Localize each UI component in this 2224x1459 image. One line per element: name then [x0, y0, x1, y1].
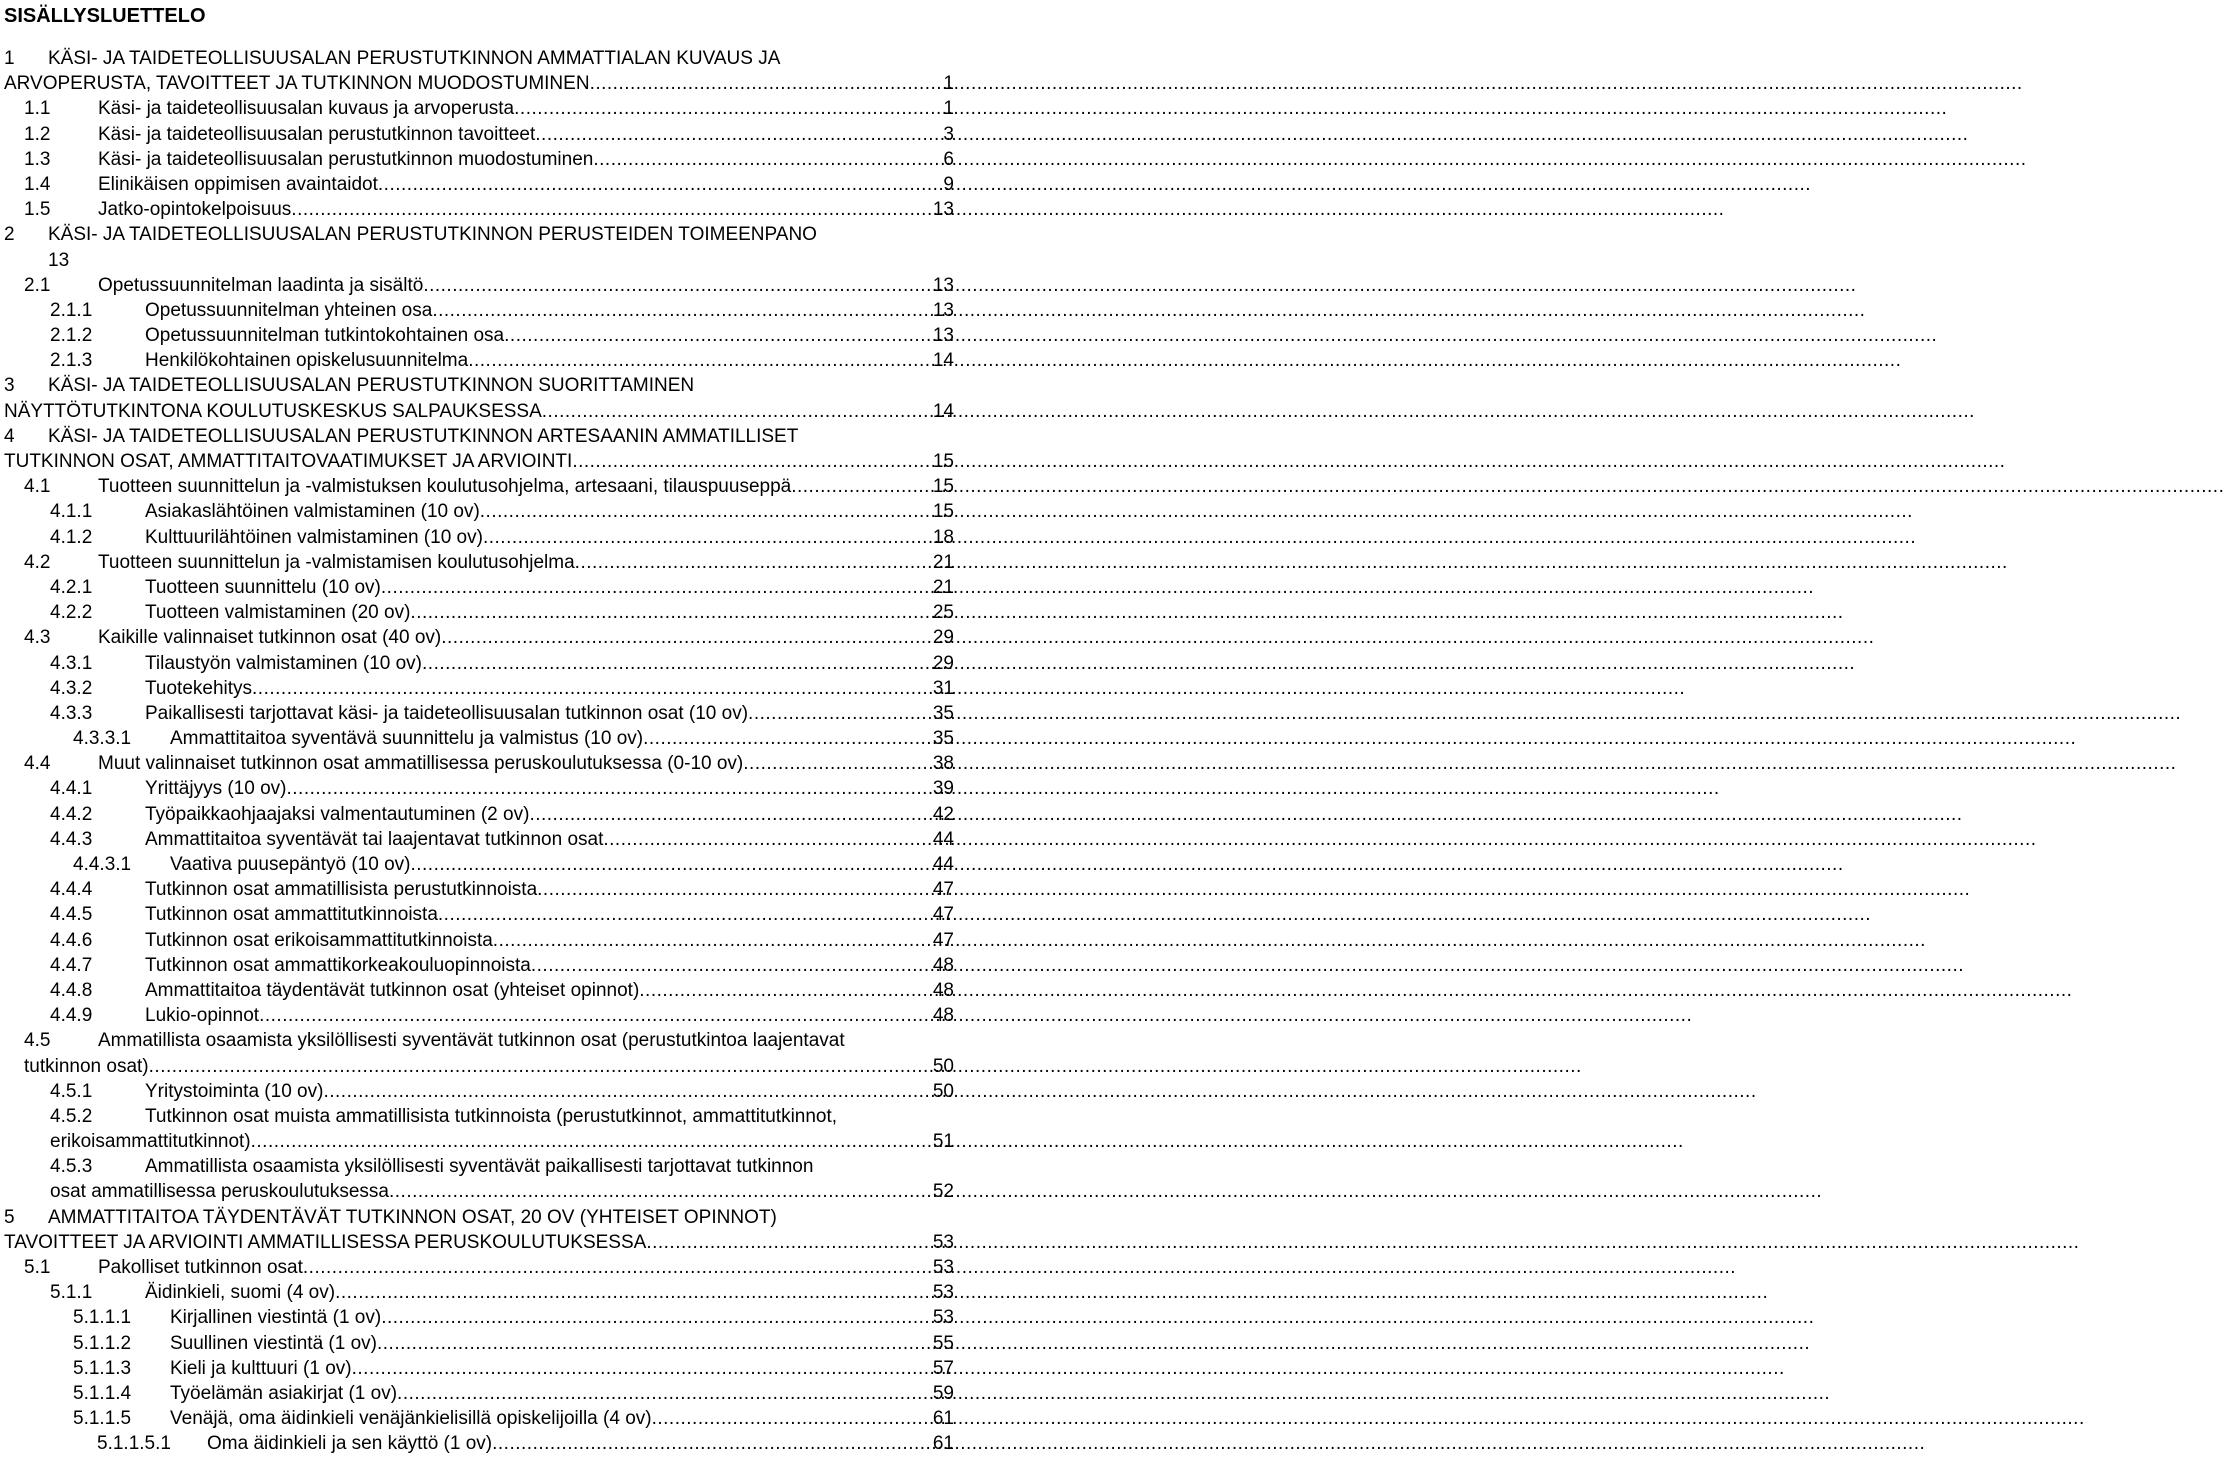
- toc-entry-number: 5.1.1.5: [73, 1408, 132, 1430]
- toc-page-number: 44: [932, 854, 954, 875]
- toc-page-number: 44: [932, 828, 954, 850]
- toc-entry-number: 4.5.3: [50, 1156, 93, 1178]
- toc-leader-dots: [791, 474, 930, 499]
- toc-page-number: 31: [932, 677, 954, 699]
- toc-entry-title: KÄSI- JA TAIDETEOLLISUUSALAN PERUSTUTKINNON ARTESAANIN AMMATILLISET: [48, 425, 799, 447]
- toc-entry-number: 5.1.1.1: [73, 1307, 132, 1329]
- toc-page-number: 1: [943, 98, 954, 120]
- toc-page-number: 13: [932, 199, 954, 221]
- toc-entry-number: 5: [4, 1206, 15, 1228]
- toc-entry[interactable]: [0, 1356, 960, 1381]
- toc-entry-title: Lukio-opinnot: [145, 1005, 260, 1027]
- toc-entry-title-continued: TUTKINNON OSAT, AMMATTITAITOVAATIMUKSET JA ARVIOINTI: [4, 451, 573, 472]
- toc-entry-number: 4.4.6: [50, 929, 93, 951]
- toc-entry-title: Tutkinnon osat ammattikorkeakouluopinnoista: [145, 954, 531, 976]
- toc-page-number: 42: [932, 803, 954, 825]
- page-title: SISÄLLYSLUETTELO: [4, 5, 206, 27]
- toc-entry-number: 1.5: [24, 199, 51, 221]
- toc-leader-dots: [259, 1003, 930, 1028]
- toc-entry-title: Yritystoiminta (10 ov): [145, 1080, 324, 1102]
- toc-entry-title: Ammattitaitoa syventävät tai laajentavat tutkinnon osat: [145, 828, 604, 850]
- toc-entry-number: 5.1: [24, 1257, 51, 1278]
- toc-entry-title: Opetussuunnitelman tutkintokohtainen osa: [145, 325, 505, 347]
- toc-leader-dots: [291, 197, 930, 222]
- toc-entry-title-continued: osat ammatillisessa peruskoulutuksessa: [50, 1181, 389, 1203]
- toc-entry-number: 4.2.2: [50, 602, 93, 624]
- toc-entry-title: Äidinkieli, suomi (4 ov): [145, 1282, 336, 1304]
- toc-leader-dots: [593, 147, 940, 172]
- toc-entry-number: 1.1: [24, 98, 51, 120]
- toc-entry-title: Ammattitaitoa syventävä suunnittelu ja valmistus (10 ov): [170, 728, 644, 750]
- toc-entry-number: 4.3: [24, 627, 51, 649]
- toc-page-number: 48: [932, 954, 954, 976]
- toc-entry-number: 4.2: [24, 551, 51, 573]
- toc-page-number: 6: [943, 148, 954, 170]
- toc-page-number: 51: [932, 1131, 954, 1153]
- toc-page-number: 53: [932, 1257, 954, 1278]
- toc-entry-title: Tuotteen suunnittelu (10 ov): [145, 576, 381, 598]
- toc-entry-title: Käsi- ja taideteollisuusalan perustutkinnon muodostuminen: [98, 148, 594, 170]
- toc-page-number: 48: [932, 1005, 954, 1027]
- toc-entry[interactable]: [0, 1331, 960, 1356]
- toc-entry[interactable]: [0, 348, 960, 373]
- toc-page-number: 61: [932, 1433, 954, 1455]
- toc-page-number: 47: [932, 929, 954, 951]
- toc-entry[interactable]: [0, 575, 960, 600]
- toc-entry-number: 2.1.3: [50, 350, 93, 372]
- toc-entry[interactable]: [0, 323, 960, 348]
- toc-entry-title-continued: ARVOPERUSTA, TAVOITTEET JA TUTKINNON MUODOSTUMINEN: [4, 73, 590, 95]
- toc-entry-title: Opetussuunnitelman yhteinen osa: [145, 299, 433, 321]
- toc-leader-dots: [535, 122, 940, 147]
- toc-entry[interactable]: [0, 550, 960, 575]
- toc-entry[interactable]: [0, 1305, 960, 1330]
- toc-leader-dots: [432, 298, 930, 323]
- toc-page-number: 15: [932, 451, 954, 472]
- toc-entry[interactable]: [0, 600, 960, 625]
- toc-leader-dots: [323, 1079, 929, 1104]
- toc-entry-number: 4.5.2: [50, 1105, 93, 1127]
- toc-entry-number: 4.1.1: [50, 501, 93, 523]
- toc-entry[interactable]: [0, 978, 960, 1003]
- toc-page-number: 13: [932, 325, 954, 347]
- toc-leader-dots: [441, 625, 930, 650]
- toc-entry-title: Paikallisesti tarjottavat käsi- ja taideteollisuusalan tutkinnon osat (10 ov): [145, 702, 749, 724]
- toc-entry-title: Opetussuunnitelman laadinta ja sisältö: [98, 274, 424, 296]
- toc-entry[interactable]: [0, 776, 960, 801]
- toc-page-number: 14: [932, 350, 954, 372]
- toc-page-number: 55: [932, 1332, 954, 1354]
- toc-leader-dots: [381, 575, 930, 600]
- toc-entry-number: 2.1: [24, 274, 51, 296]
- toc-entry-title: Tutkinnon osat ammattitutkinnoista: [145, 904, 438, 926]
- toc-entry-title-continued: tutkinnon osat): [24, 1055, 149, 1077]
- toc-page-number: 1: [943, 73, 954, 95]
- toc-page-number: 50: [932, 1080, 954, 1102]
- toc-entry-number: 4.4: [24, 753, 51, 775]
- toc-entry-number: 4.5: [24, 1030, 51, 1052]
- toc-page-number: 35: [932, 728, 954, 750]
- toc-entry[interactable]: [0, 953, 960, 978]
- toc-entry[interactable]: [0, 751, 960, 776]
- toc-entry-number: 5.1.1.2: [73, 1332, 132, 1354]
- toc-leader-dots: [410, 852, 929, 877]
- toc-leader-dots: [378, 172, 941, 197]
- toc-entry-title: Tuotteen suunnittelun ja -valmistamisen koulutusohjelma: [98, 551, 575, 573]
- toc-page-number: 29: [932, 627, 954, 649]
- toc-entry[interactable]: [0, 222, 960, 272]
- toc-leader-dots: [748, 701, 930, 726]
- toc-entry-number: 4.4.2: [50, 803, 93, 825]
- toc-entry-number: 4: [4, 425, 15, 447]
- toc-entry-number: 4.5.1: [50, 1080, 93, 1102]
- toc-entry-title: Venäjä, oma äidinkieli venäjänkielisillä opiskelijoilla (4 ov): [170, 1408, 652, 1430]
- toc-entry-number: 4.4.3.1: [73, 854, 132, 875]
- toc-entry-title: Ammattitaitoa täydentävät tutkinnon osat (yhteiset opinnot): [145, 979, 640, 1001]
- toc-entry[interactable]: [0, 172, 960, 197]
- toc-page-number: 3: [943, 123, 954, 145]
- toc-entry-title: Ammatillista osaamista yksilöllisesti syventävät paikallisesti tarjottavat tutkinnon: [145, 1156, 814, 1178]
- toc-entry-title: Ammatillista osaamista yksilöllisesti syventävät tutkinnon osat (perustutkintoa laajentavat: [98, 1030, 845, 1052]
- toc-page-number: 61: [932, 1408, 954, 1430]
- toc-entry-title: Kaikille valinnaiset tutkinnon osat (40 ov): [98, 627, 442, 649]
- toc-entry-title: Käsi- ja taideteollisuusalan perustutkinnon tavoitteet: [98, 123, 536, 145]
- toc-leader-dots: [468, 348, 930, 373]
- toc-entry-title: Oma äidinkieli ja sen käyttö (1 ov): [207, 1433, 493, 1455]
- toc-page-number: 38: [932, 753, 954, 775]
- toc-entry-number: 4.4.5: [50, 904, 93, 926]
- toc-page-number: 9: [943, 173, 954, 195]
- toc-entry-number: 2: [4, 224, 15, 246]
- toc-entry-number: 4.4.7: [50, 954, 93, 976]
- toc-entry-number: 2.1.1: [50, 299, 93, 321]
- toc-leader-dots: [251, 1129, 930, 1154]
- toc-entry[interactable]: [0, 928, 960, 953]
- toc-entry-number: 5.1.1.5.1: [97, 1433, 171, 1455]
- toc-page-number: 47: [932, 904, 954, 926]
- toc-entry[interactable]: [0, 1028, 960, 1078]
- toc-leader-dots: [575, 550, 930, 575]
- toc-leader-dots: [572, 449, 930, 474]
- toc-entry[interactable]: [0, 726, 960, 751]
- toc-entry[interactable]: [0, 1431, 960, 1456]
- toc-entry-number: 4.3.3: [50, 702, 93, 724]
- toc-page-number: 59: [932, 1382, 954, 1404]
- toc-entry[interactable]: [0, 197, 960, 222]
- toc-page-number: 13: [48, 249, 70, 271]
- toc-entry[interactable]: [0, 802, 960, 827]
- toc-leader-dots: [529, 802, 929, 827]
- toc-entry[interactable]: [0, 1154, 960, 1204]
- toc-leader-dots: [480, 499, 930, 524]
- toc-page-number: 35: [932, 702, 954, 724]
- toc-leader-dots: [492, 1431, 930, 1456]
- toc-leader-dots: [335, 1280, 930, 1305]
- toc-entry-number: 4.1.2: [50, 526, 93, 548]
- toc-entry-number: 4.2.1: [50, 576, 93, 598]
- toc-entry[interactable]: [0, 676, 960, 701]
- toc-page-number: 48: [932, 979, 954, 1001]
- toc-entry[interactable]: [0, 1255, 960, 1280]
- toc-leader-dots: [377, 1331, 930, 1356]
- toc-leader-dots: [743, 751, 930, 776]
- toc-entry-number: 4.4.9: [50, 1005, 93, 1027]
- toc-entry-title: Kirjallinen viestintä (1 ov): [170, 1307, 382, 1329]
- toc-page-number: 47: [932, 879, 954, 901]
- toc-entry[interactable]: [0, 1406, 960, 1431]
- toc-entry[interactable]: [0, 298, 960, 323]
- toc-page-number: 18: [932, 526, 954, 548]
- toc-entry[interactable]: [0, 499, 960, 524]
- toc-entry[interactable]: [0, 701, 960, 726]
- toc-entry-title-continued: TAVOITTEET JA ARVIOINTI AMMATILLISESSA PERUSKOULUTUKSESSA: [4, 1231, 647, 1253]
- toc-entry-title: Tilaustyön valmistaminen (10 ov): [145, 652, 423, 674]
- toc-page-number: 21: [932, 576, 954, 598]
- toc-entry-title: KÄSI- JA TAIDETEOLLISUUSALAN PERUSTUTKINNON AMMATTIALAN KUVAUS JA: [48, 48, 781, 69]
- toc-entry-title: Asiakaslähtöinen valmistaminen (10 ov): [145, 501, 480, 523]
- toc-entry-title: AMMATTITAITOA TÄYDENTÄVÄT TUTKINNON OSAT, 20 OV (YHTEISET OPINNOT): [48, 1206, 777, 1228]
- toc-entry-number: 5.1.1: [50, 1282, 93, 1304]
- toc-page-number: 14: [932, 400, 954, 422]
- toc-leader-dots: [423, 273, 930, 298]
- toc-page-number: 21: [932, 551, 954, 573]
- toc-entry[interactable]: [0, 122, 960, 147]
- toc-leader-dots: [537, 877, 930, 902]
- toc-leader-dots: [646, 1230, 930, 1255]
- toc-entry-number: 4.3.1: [50, 652, 93, 674]
- toc-entry[interactable]: [0, 827, 960, 852]
- toc-leader-dots: [652, 1406, 930, 1431]
- toc-page-number: 13: [932, 299, 954, 321]
- toc-entry-title: Tutkinnon osat muista ammatillisista tutkinnoista (perustutkinnot, ammattitutkinnot,: [145, 1105, 838, 1127]
- toc-entry-number: 1.3: [24, 148, 51, 170]
- toc-entry[interactable]: [0, 46, 960, 96]
- toc-entry[interactable]: [0, 1003, 960, 1028]
- toc-entry[interactable]: [0, 877, 960, 902]
- toc-leader-dots: [410, 600, 929, 625]
- toc-entry-number: 4.4.1: [50, 778, 93, 800]
- toc-entry-number: 5.1.1.3: [73, 1357, 132, 1379]
- toc-leader-dots: [603, 827, 929, 852]
- toc-page-number: 15: [932, 501, 954, 523]
- toc-entry-title: Kulttuurilähtöinen valmistaminen (10 ov): [145, 526, 483, 548]
- toc-leader-dots: [514, 96, 940, 121]
- toc-entry[interactable]: [0, 1079, 960, 1104]
- toc-page-number: 39: [932, 778, 954, 800]
- toc-leader-dots: [643, 726, 930, 751]
- toc-leader-dots: [286, 776, 929, 801]
- toc-page-number: 52: [932, 1181, 954, 1203]
- toc-entry[interactable]: [0, 525, 960, 550]
- toc-page-number: 25: [932, 602, 954, 624]
- toc-entry-title: KÄSI- JA TAIDETEOLLISUUSALAN PERUSTUTKINNON SUORITTAMINEN: [48, 375, 695, 397]
- toc-entry-number: 4.3.2: [50, 677, 93, 699]
- toc-leader-dots: [504, 323, 930, 348]
- toc-entry-title: Tuotekehitys: [145, 677, 253, 699]
- toc-entry-number: 5.1.1.4: [73, 1382, 132, 1404]
- toc-leader-dots: [252, 676, 930, 701]
- toc-entry[interactable]: [0, 474, 960, 499]
- toc-entry-number: 3: [4, 375, 15, 397]
- toc-entry-number: 1: [4, 48, 15, 69]
- toc-page-number: 50: [932, 1055, 954, 1077]
- toc-page-number: 13: [932, 274, 954, 296]
- toc-leader-dots: [381, 1305, 930, 1330]
- toc-leader-dots: [542, 399, 930, 424]
- toc-leader-dots: [303, 1255, 930, 1280]
- toc-page-number: 53: [932, 1307, 954, 1329]
- toc-entry[interactable]: [0, 96, 960, 121]
- toc-entry-title: Muut valinnaiset tutkinnon osat ammatillisessa peruskoulutuksessa (0-10 ov): [98, 753, 744, 775]
- toc-leader-dots: [531, 953, 930, 978]
- toc-page-number: 57: [932, 1357, 954, 1379]
- toc-entry-title: Tuotteen valmistaminen (20 ov): [145, 602, 411, 624]
- toc-entry-title: Kieli ja kulttuuri (1 ov): [170, 1357, 352, 1379]
- toc-page-number: 29: [932, 652, 954, 674]
- toc-entry-number: 2.1.2: [50, 325, 93, 347]
- toc-leader-dots: [590, 71, 941, 96]
- toc-entry-number: 4.4.3: [50, 828, 93, 850]
- toc-entry-number: 4.1: [24, 476, 51, 498]
- toc-leader-dots: [639, 978, 930, 1003]
- toc-leader-dots: [422, 651, 930, 676]
- toc-leader-dots: [149, 1054, 930, 1079]
- toc-entry[interactable]: [0, 273, 960, 298]
- toc-page-number: 53: [932, 1282, 954, 1304]
- toc-entry-title: Jatko-opintokelpoisuus: [98, 199, 292, 221]
- toc-leader-dots: [493, 928, 930, 953]
- toc-leader-dots: [438, 902, 930, 927]
- toc-entry-title: Työpaikkaohjaajaksi valmentautuminen (2 ov): [145, 803, 530, 825]
- toc-entry-title: Henkilökohtainen opiskelusuunnitelma: [145, 350, 469, 372]
- toc-page-number: 15: [932, 476, 954, 498]
- toc-entry[interactable]: [0, 424, 960, 474]
- toc-entry-number: 4.4.8: [50, 979, 93, 1001]
- toc-entry-number: 4.4.4: [50, 879, 93, 901]
- toc-entry-number: 1.4: [24, 173, 51, 195]
- toc-leader-dots: [352, 1356, 930, 1381]
- toc-entry[interactable]: [0, 902, 960, 927]
- toc-entry[interactable]: [0, 1205, 960, 1255]
- toc-entry[interactable]: [0, 373, 960, 423]
- toc-leader-dots: [483, 525, 930, 550]
- toc-entry[interactable]: [0, 651, 960, 676]
- toc-entry-title: Tutkinnon osat ammatillisista perustutkinnoista: [145, 879, 538, 901]
- toc-entry[interactable]: [0, 1104, 960, 1154]
- toc-entry[interactable]: [0, 625, 960, 650]
- toc-leader-dots: [397, 1381, 930, 1406]
- toc-entry-title: Tuotteen suunnittelun ja -valmistuksen koulutusohjelma, artesaani, tilauspuuseppä: [98, 476, 792, 498]
- toc-entry-title: Elinikäisen oppimisen avaintaidot: [98, 173, 378, 195]
- toc-entry-title: Työelämän asiakirjat (1 ov): [170, 1382, 398, 1404]
- toc-page-number: 53: [932, 1231, 954, 1253]
- toc-entry-number: 4.3.3.1: [73, 728, 132, 750]
- toc-leader-dots: [389, 1179, 930, 1204]
- toc-entry[interactable]: [0, 852, 960, 877]
- toc-entry[interactable]: [0, 1381, 960, 1406]
- toc-entry-title: Suullinen viestintä (1 ov): [170, 1332, 377, 1354]
- toc-entry[interactable]: [0, 1280, 960, 1305]
- toc-entry-title-continued: erikoisammattitutkinnot): [50, 1131, 251, 1153]
- toc-entry-title: Tutkinnon osat erikoisammattitutkinnoista: [145, 929, 493, 951]
- toc-entry-title-continued: NÄYTTÖTUTKINTONA KOULUTUSKESKUS SALPAUKSESSA: [4, 400, 542, 422]
- toc-entry-title: Vaativa puusepäntyö (10 ov): [170, 854, 411, 875]
- toc-entry-number: 1.2: [24, 123, 51, 145]
- toc-entry-title: KÄSI- JA TAIDETEOLLISUUSALAN PERUSTUTKINNON PERUSTEIDEN TOIMEENPANO: [48, 224, 817, 246]
- toc-entry-title: Yrittäjyys (10 ov): [145, 778, 287, 800]
- table-of-contents: [0, 46, 960, 1457]
- toc-entry[interactable]: [0, 147, 960, 172]
- toc-entry-title: Käsi- ja taideteollisuusalan kuvaus ja arvoperusta: [98, 98, 515, 120]
- toc-entry-title: Pakolliset tutkinnon osat: [98, 1257, 303, 1278]
